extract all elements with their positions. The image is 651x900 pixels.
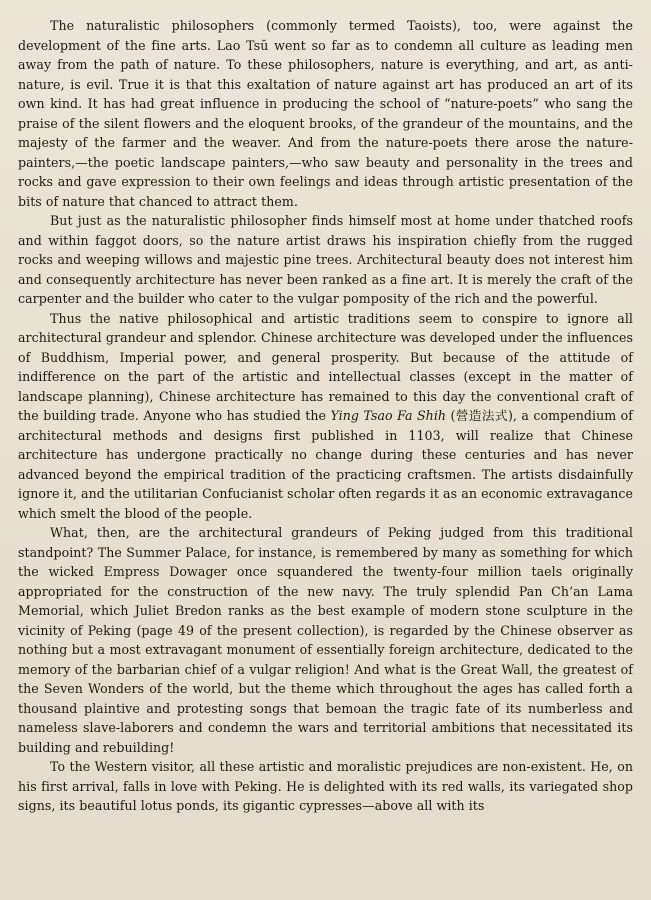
paragraph-text: (營造法式), a compendium of architectural methods and designs first published in 1103, will realize that Chinese architecture has undergone practically no change during these centuries and has never advanced beyond the empirical tradition of the practicing craftsmen. The artists disdainfully ignore it, and the utilitarian Confucianist scholar often regards it as an economic extravagance which smelt the blood of the people. bbox=[18, 408, 633, 521]
paragraph-taoists bbox=[18, 16, 633, 211]
paragraph-western-visitor bbox=[18, 757, 633, 816]
paragraph-text: What, then, are the architectural grandeurs of Peking judged from this traditional standpoint? The Summer Palace, for instance, is remembered by many as something for which the wicked Empress Dowager once squandered the twenty-four million taels originally appropriated for the construction of the new navy. The truly splendid Pan Ch‘an Lama Memorial, which Juliet Bredon ranks as the best example of modern stone sculpture in the vicinity of Peking (page 49 of the present collection), is regarded by the Chinese observer as nothing but a most extravagant monument of essentially foreign architecture, dedicated to the memory of the barbarian chief of a vulgar religion! And what is the Great Wall, the greatest of the Seven Wonders of the world, but the theme which throughout the ages has called forth a thousand plaintive and protesting songs that bemoan the tragic fate of its numberless and nameless slave-laborers and condemn the wars and territorial ambitions that necessitated its building and rebuilding! bbox=[18, 525, 633, 755]
book-title-ying-tsao-fa-shih: Ying Tsao Fa Shih bbox=[330, 408, 447, 423]
paragraph-text: But just as the naturalistic philosopher finds himself most at home under thatched roofs and within faggot doors, so the nature artist draws his inspiration chiefly from the rugged rocks and weeping willows and majestic pine trees. Architectural beauty does not interest him and consequently architecture has never been ranked as a fine art. It is merely the craft of the carpenter and the builder who cater to the vulgar pomposity of the rich and the powerful. bbox=[18, 213, 633, 306]
paragraph-text: To the Western visitor, all these artistic and moralistic prejudices are non-existent. He, on his first arrival, falls in love with Peking. He is delighted with its red walls, its variegated shop signs, its beautiful lotus ponds, its gigantic cypresses—above all with its bbox=[18, 759, 633, 813]
paragraph-nature-artist bbox=[18, 211, 633, 309]
paragraph-peking-grandeurs bbox=[18, 523, 633, 757]
body-text bbox=[18, 16, 633, 816]
paragraph-text: Thus the native philosophical and artistic traditions seem to conspire to ignore all architectural grandeur and splendor. Chinese architecture was developed under the influences of Buddhism, Imperial power, and general prosperity. But because of the attitude of indifference on the part of the artistic and intellectual classes (except in the matter of landscape planning), Chinese architecture has remained to this day the conventional craft of the building trade. Anyone who has studied the bbox=[18, 310, 633, 423]
paragraph-architecture-tradition bbox=[18, 309, 633, 524]
paragraph-text: The naturalistic philosophers (commonly termed Taoists), too, were against the development of the fine arts. Lao Tsŭ went so far as to condemn all culture as leading men away from the path of nature. To these philosophers, nature is everything, and art, as anti-nature, is evil. True it is that this exaltation of nature against art has produced an art of its own kind. It has had great influence in producing the school of “nature-poets” who sang the praise of the silent flowers and the eloquent brooks, of the grandeur of the mountains, and the majesty of the farmer and the weaver. And from the nature-poets there arose the nature-painters,—the poetic landscape painters,—who saw beauty and personality in the trees and rocks and gave expression to their own feelings and ideas through artistic presentation of the bits of nature that chanced to attract them. bbox=[18, 18, 633, 209]
